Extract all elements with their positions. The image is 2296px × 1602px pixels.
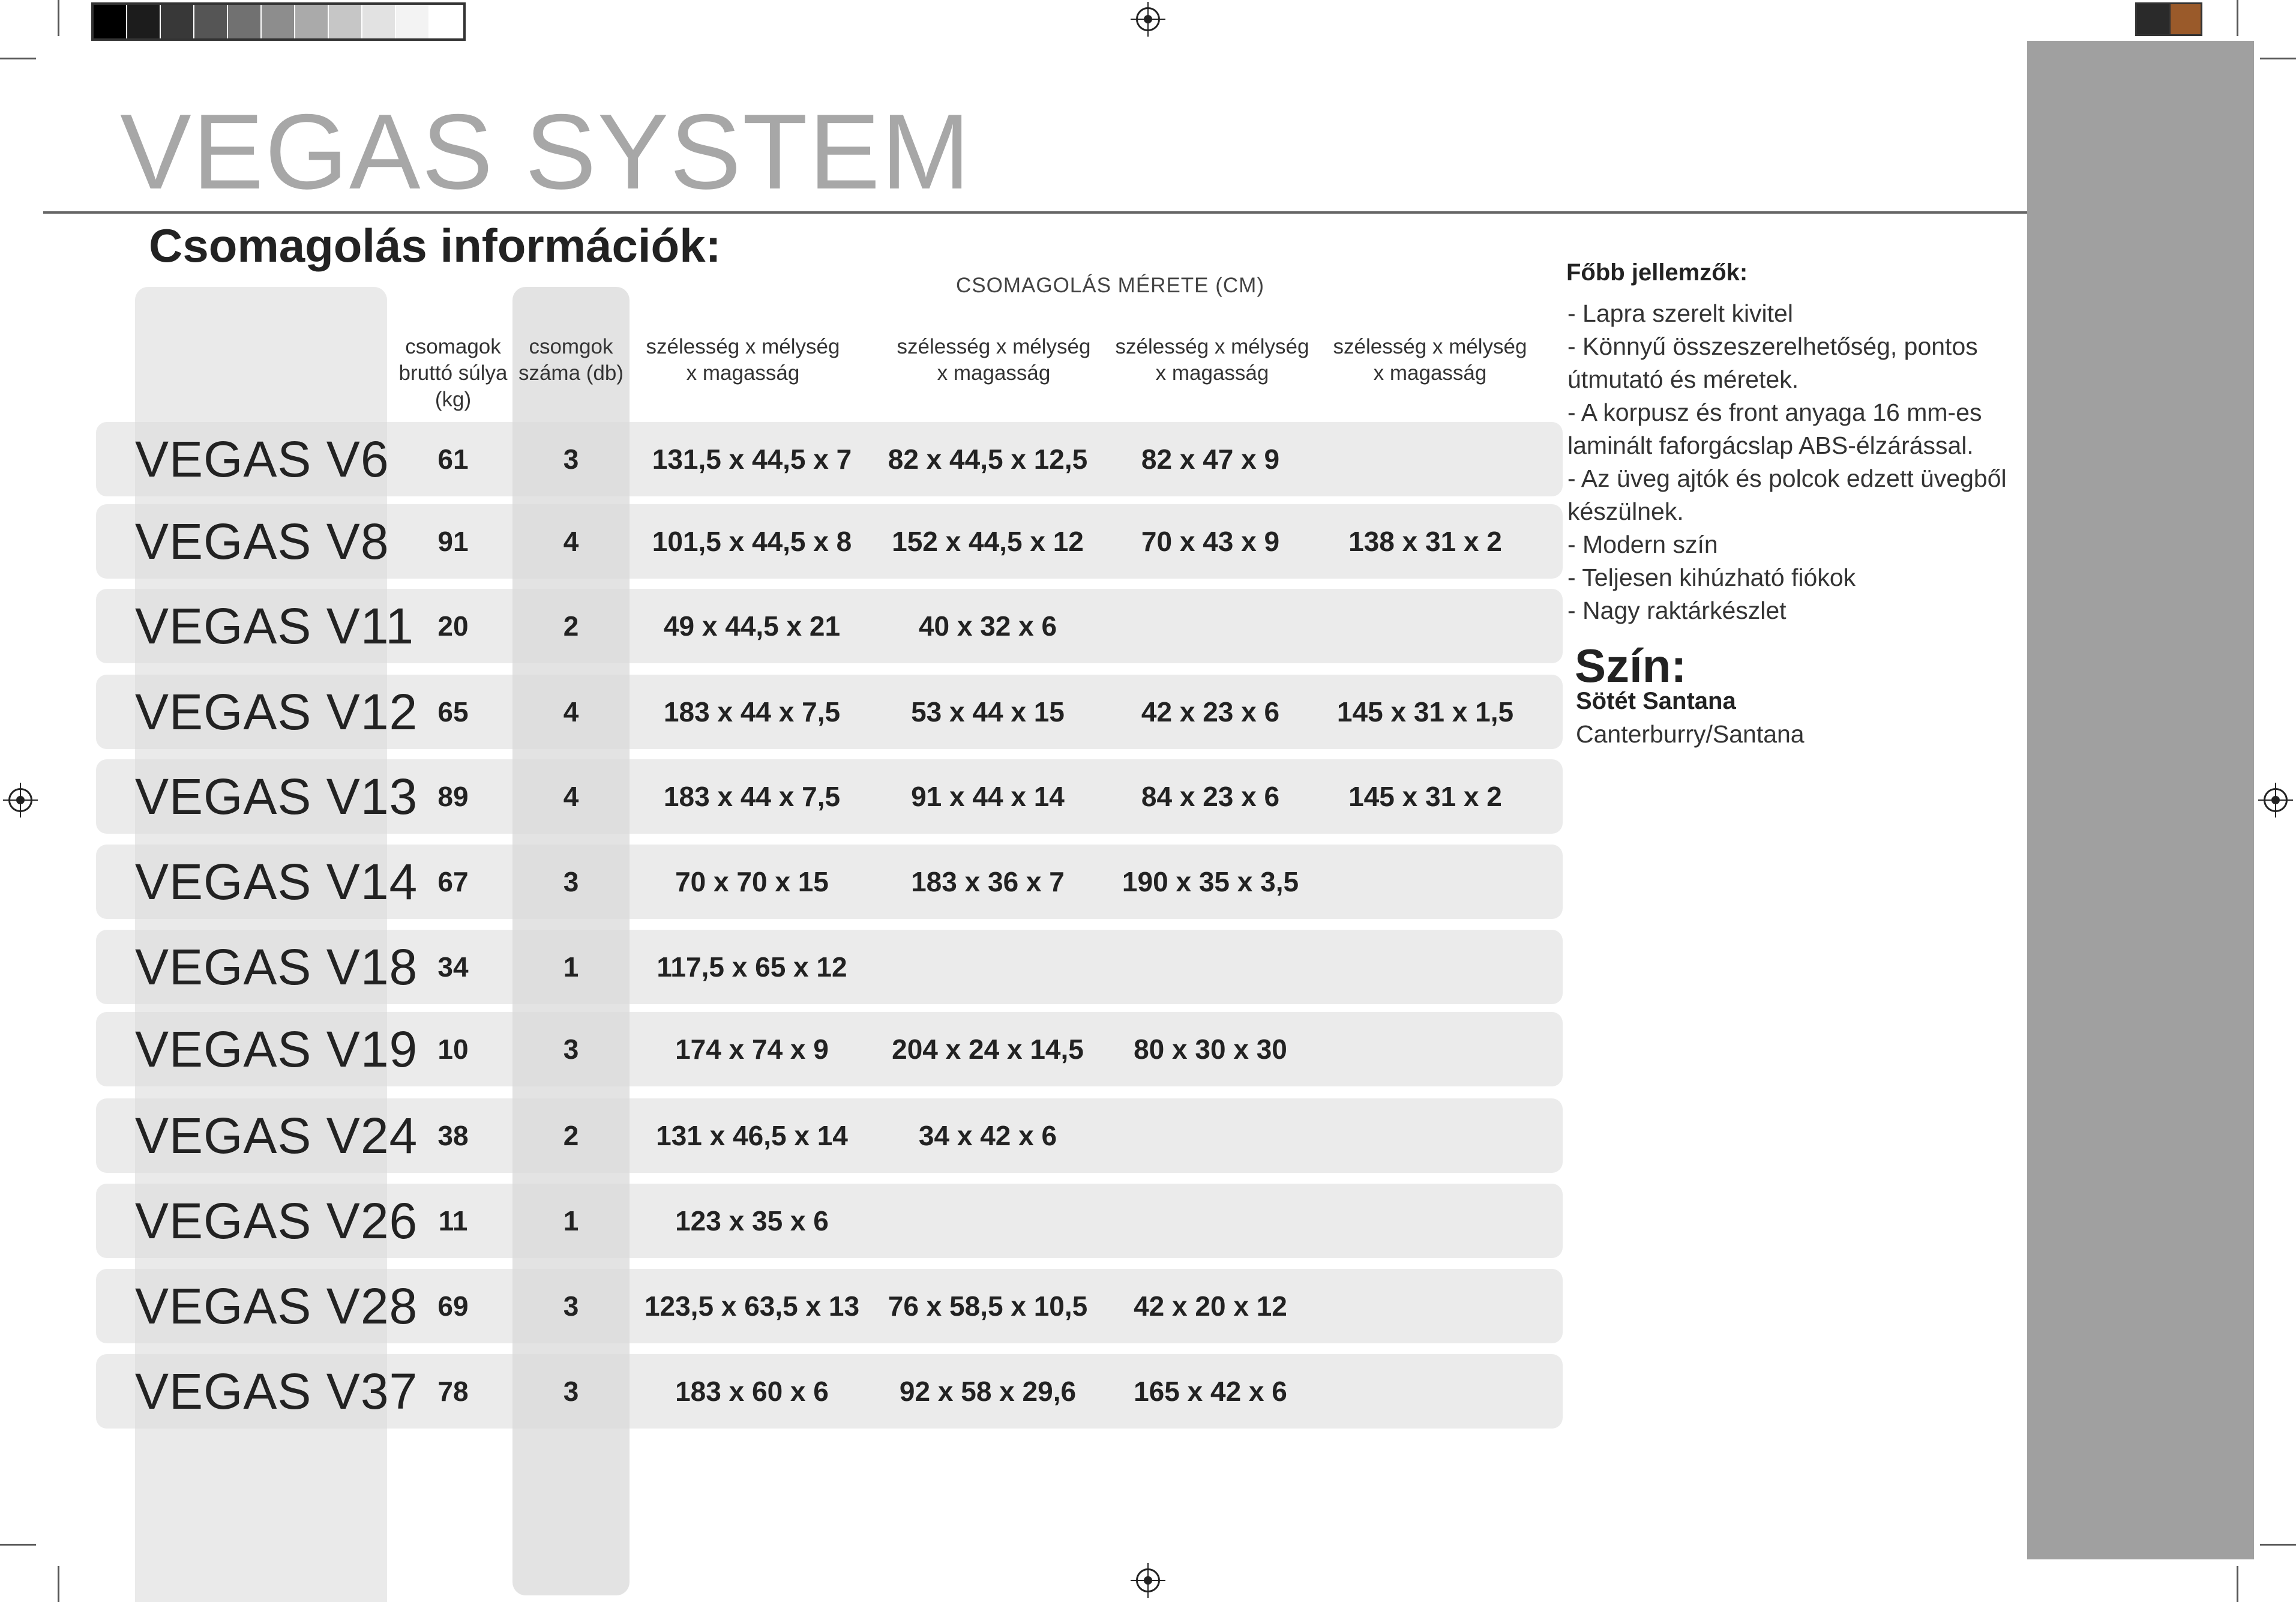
row-dim2: 34 x 42 x 6 (918, 1120, 1057, 1151)
color-title: Szín: (1575, 639, 1687, 692)
crop-mark (2260, 1544, 2296, 1546)
row-dim3 (1099, 1184, 1321, 1258)
row-dim3 (1099, 930, 1321, 1004)
row-weight: 65 (437, 696, 469, 727)
row-dim2: 82 x 44,5 x 12,5 (888, 444, 1088, 475)
grayscale-color-bar (91, 2, 466, 41)
feature-item: - Lapra szerelt kivitel (1567, 300, 1793, 327)
row-dim3: 70 x 43 x 9 (1141, 526, 1280, 557)
feature-item: - A korpusz és front anyaga 16 mm-es laminált faforgácslap ABS-élzárással. (1567, 399, 1982, 459)
row-dim4 (1314, 930, 1536, 1004)
color-swatch (262, 5, 295, 38)
row-dim2: 76 x 58,5 x 10,5 (888, 1290, 1088, 1322)
row-count: 4 (563, 526, 579, 557)
row-dim2 (877, 1184, 1099, 1258)
row-dim2: 40 x 32 x 6 (918, 610, 1057, 642)
row-dim3: 190 x 35 x 3,5 (1122, 866, 1299, 897)
color-swatch (94, 5, 127, 38)
row-weight: 91 (437, 526, 469, 557)
row-count: 3 (563, 1034, 579, 1065)
row-product-name: VEGAS V26 (135, 1193, 418, 1249)
crop-mark (58, 1566, 59, 1602)
row-weight: 34 (437, 951, 469, 983)
row-dim3: 80 x 30 x 30 (1134, 1034, 1287, 1065)
row-dim1: 101,5 x 44,5 x 8 (652, 526, 852, 557)
row-dim2: 183 x 36 x 7 (911, 866, 1065, 897)
row-count: 2 (563, 610, 579, 642)
row-dim1: 117,5 x 65 x 12 (657, 951, 847, 983)
row-weight: 10 (437, 1034, 469, 1065)
color-swatch (362, 5, 396, 38)
row-dim1: 183 x 44 x 7,5 (663, 696, 841, 727)
row-dim2: 204 x 24 x 14,5 (892, 1034, 1084, 1065)
row-dim4 (1314, 589, 1536, 663)
row-product-name: VEGAS V13 (135, 768, 418, 825)
crop-mark (2260, 58, 2296, 59)
header-dim1: szélesség x mélység x magasság (646, 335, 840, 385)
header-count: csomgok száma (db) (518, 335, 624, 385)
crop-mark (2237, 1566, 2238, 1602)
packaging-size-group-header: CSOMAGOLÁS MÉRETE (CM) (956, 274, 1264, 297)
row-product-name: VEGAS V6 (135, 431, 389, 487)
row-count: 3 (563, 866, 579, 897)
row-dim1: 49 x 44,5 x 21 (663, 610, 841, 642)
row-dim2 (877, 930, 1099, 1004)
color-swatch (295, 5, 329, 38)
row-dim3: 84 x 23 x 6 (1141, 781, 1280, 812)
row-count: 3 (563, 1376, 579, 1407)
row-dim1: 131 x 46,5 x 14 (656, 1120, 848, 1151)
row-dim3: 42 x 23 x 6 (1141, 696, 1280, 727)
page-title: VEGAS SYSTEM (120, 92, 972, 211)
color-swatch (430, 5, 463, 38)
row-dim4 (1314, 1184, 1536, 1258)
extra-color-swatches (2135, 2, 2202, 36)
row-weight: 38 (437, 1120, 469, 1151)
crop-mark (0, 58, 36, 59)
features-title: Főbb jellemzők: (1566, 259, 1748, 286)
row-dim4 (1314, 1012, 1536, 1086)
row-product-name: VEGAS V37 (135, 1363, 418, 1420)
row-dim4 (1314, 1354, 1536, 1429)
row-count: 1 (563, 1205, 579, 1236)
feature-item: - Nagy raktárkészlet (1567, 597, 1787, 624)
row-product-name: VEGAS V19 (135, 1021, 418, 1077)
row-dim2: 53 x 44 x 15 (911, 696, 1065, 727)
row-dim4 (1314, 1269, 1536, 1343)
row-dim3 (1099, 589, 1321, 663)
side-grey-panel (2027, 41, 2254, 1559)
row-count: 4 (563, 696, 579, 727)
feature-item: - Modern szín (1567, 531, 1718, 558)
row-weight: 78 (437, 1376, 469, 1407)
row-weight: 67 (437, 866, 469, 897)
header-dim2: szélesség x mélység x magasság (897, 335, 1091, 385)
row-dim1: 123,5 x 63,5 x 13 (644, 1290, 860, 1322)
row-dim3: 82 x 47 x 9 (1141, 444, 1280, 475)
crop-mark (0, 1544, 36, 1546)
section-subtitle: Csomagolás információk: (149, 219, 721, 272)
crop-mark (2237, 0, 2238, 36)
row-product-name: VEGAS V8 (135, 513, 389, 570)
row-dim1: 174 x 74 x 9 (675, 1034, 829, 1065)
row-count: 2 (563, 1120, 579, 1151)
header-dim4: szélesség x mélység x magasság (1333, 335, 1527, 385)
row-dim4 (1314, 422, 1536, 496)
row-count: 3 (563, 1290, 579, 1322)
crop-mark (58, 0, 59, 36)
registration-mark-icon (1136, 7, 1160, 31)
row-product-name: VEGAS V14 (135, 854, 418, 910)
row-dim4 (1314, 845, 1536, 919)
row-dim3: 165 x 42 x 6 (1134, 1376, 1287, 1407)
row-dim2: 152 x 44,5 x 12 (892, 526, 1084, 557)
row-dim1: 131,5 x 44,5 x 7 (652, 444, 852, 475)
row-dim4: 138 x 31 x 2 (1348, 526, 1502, 557)
color-swatch (2169, 2, 2202, 36)
row-dim2: 91 x 44 x 14 (911, 781, 1065, 812)
color-swatch (2135, 2, 2169, 36)
header-weight: csomagok bruttó súlya (kg) (398, 335, 508, 411)
row-product-name: VEGAS V18 (135, 939, 418, 995)
feature-item: - Könnyű összeszerelhetőség, pontos útmutató és méretek. (1567, 333, 1978, 393)
color-swatch (396, 5, 430, 38)
color-swatch (329, 5, 362, 38)
header-dim3: szélesség x mélység x magasság (1115, 335, 1309, 385)
registration-mark-icon (8, 788, 32, 812)
color-name: Sötét Santana (1576, 688, 1736, 714)
row-dim3: 42 x 20 x 12 (1134, 1290, 1287, 1322)
color-swatch (161, 5, 194, 38)
row-product-name: VEGAS V24 (135, 1107, 418, 1164)
registration-mark-icon (1136, 1568, 1160, 1592)
row-dim4: 145 x 31 x 1,5 (1336, 696, 1514, 727)
row-dim1: 183 x 44 x 7,5 (663, 781, 841, 812)
color-variant: Canterburry/Santana (1576, 720, 1805, 748)
features-list (1567, 297, 2024, 627)
row-product-name: VEGAS V28 (135, 1278, 418, 1334)
row-dim1: 70 x 70 x 15 (675, 866, 829, 897)
feature-item: - Az üveg ajtók és polcok edzett üvegből készülnek. (1567, 465, 2007, 525)
row-product-name: VEGAS V11 (135, 598, 415, 654)
row-dim1: 123 x 35 x 6 (675, 1205, 829, 1236)
row-weight: 20 (437, 610, 469, 642)
color-swatch (228, 5, 262, 38)
row-weight: 11 (438, 1205, 468, 1236)
row-weight: 61 (437, 444, 469, 475)
row-count: 3 (563, 444, 579, 475)
row-product-name: VEGAS V12 (135, 684, 418, 740)
color-swatch (127, 5, 161, 38)
row-dim1: 183 x 60 x 6 (675, 1376, 829, 1407)
registration-mark-icon (2264, 788, 2288, 812)
row-dim4 (1314, 1098, 1536, 1173)
title-divider (43, 211, 2027, 214)
row-dim2: 92 x 58 x 29,6 (899, 1376, 1077, 1407)
row-dim3 (1099, 1098, 1321, 1173)
row-weight: 89 (437, 781, 469, 812)
row-weight: 69 (437, 1290, 469, 1322)
row-dim4: 145 x 31 x 2 (1348, 781, 1502, 812)
row-count: 4 (563, 781, 579, 812)
row-count: 1 (563, 951, 579, 983)
feature-item: - Teljesen kihúzható fiókok (1567, 564, 1856, 591)
color-swatch (194, 5, 228, 38)
